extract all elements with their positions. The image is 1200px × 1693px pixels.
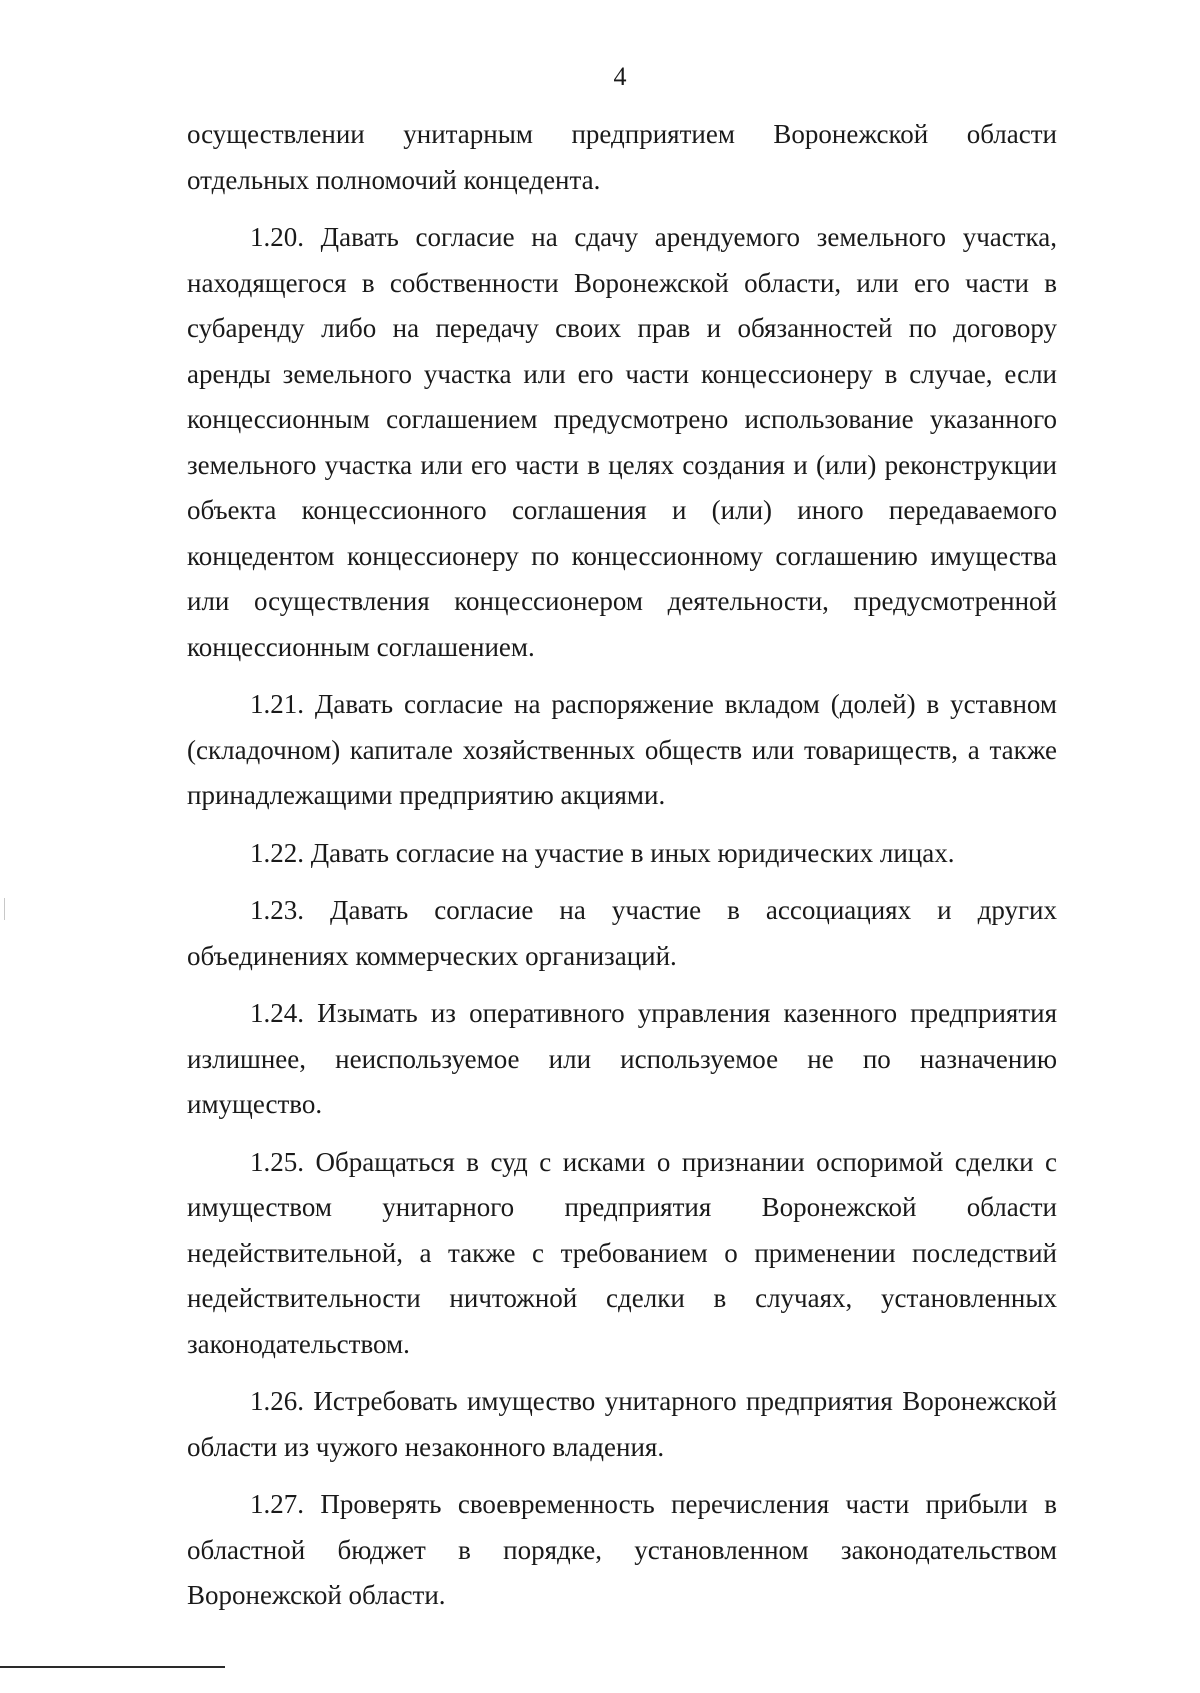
paragraph-number: 1.26.: [250, 1386, 304, 1416]
paragraph-number: 1.22.: [250, 837, 304, 868]
paragraph-1-24: [187, 991, 1057, 1128]
paragraph-1-25: [187, 1140, 1057, 1368]
paragraph-number: 1.25.: [250, 1146, 304, 1177]
paragraph-1-27: [187, 1482, 1057, 1619]
paragraph-1-23: [187, 888, 1057, 979]
paragraph-number: 1.24.: [250, 998, 304, 1028]
paragraph-text: Изымать из оперативного управления казенного предприятия излишнее, неиспользуемое или используемое не по назначению имущество.: [187, 998, 1058, 1119]
paragraph-number: 1.20.: [250, 222, 304, 252]
paragraph-1-26: [187, 1379, 1057, 1470]
paragraph-1-20: [187, 215, 1057, 670]
paragraph-text: Проверять своевременность перечисления части прибыли в областной бюджет в порядке, установленном законодательством Воронежской области.: [187, 1489, 1058, 1610]
scan-margin-mark: [4, 898, 5, 920]
paragraph-number: 1.21.: [250, 689, 304, 719]
bottom-rule-divider: [0, 1666, 225, 1668]
paragraph-1-22: [187, 831, 1057, 877]
paragraph-text: Обращаться в суд с исками о признании оспоримой сделки с имуществом унитарного предприятия Воронежской области недействительной, а также с требованием о применении последствий недействительности ничтожной сделки в случаях, установленных законодательством.: [187, 1146, 1057, 1359]
paragraph-text: Давать согласие на участие в ассоциациях и других объединениях коммерческих организаций.: [187, 895, 1057, 971]
paragraph-1-21: [187, 682, 1057, 819]
paragraph-text: Давать согласие на распоряжение вкладом (долей) в уставном (складочном) капитале хозяйственных обществ или товариществ, а также принадлежащими предприятию акциями.: [187, 689, 1057, 810]
paragraph-text: Давать согласие на сдачу арендуемого земельного участка, находящегося в собственности Воронежской области, или его части в субаренду либо на передачу своих прав и обязанностей по договору аренды земельного участка или его части концессионеру в случае, если концессионным соглашением предусмотрено использование указанного земельного участка или его части в целях создания и (или) реконструкции объекта концессионного соглашения и (или) иного передаваемого концедентом концессионеру по концессионному соглашению имущества или осуществления концессионером деятельности, предусмотренной концессионным соглашением.: [187, 222, 1057, 662]
paragraph-text: Истребовать имущество унитарного предприятия Воронежской области из чужого незаконного владения.: [187, 1386, 1057, 1462]
page-number: 4: [613, 62, 627, 91]
paragraph-continuation: [187, 112, 1057, 203]
paragraph-number: 1.27.: [250, 1489, 304, 1519]
paragraph-text: осуществлении унитарным предприятием Воронежской области отдельных полномочий концедента.: [187, 119, 1057, 195]
document-body: [187, 112, 1057, 1631]
paragraph-text: Давать согласие на участие в иных юридических лицах.: [310, 837, 955, 868]
paragraph-number: 1.23.: [250, 895, 304, 925]
